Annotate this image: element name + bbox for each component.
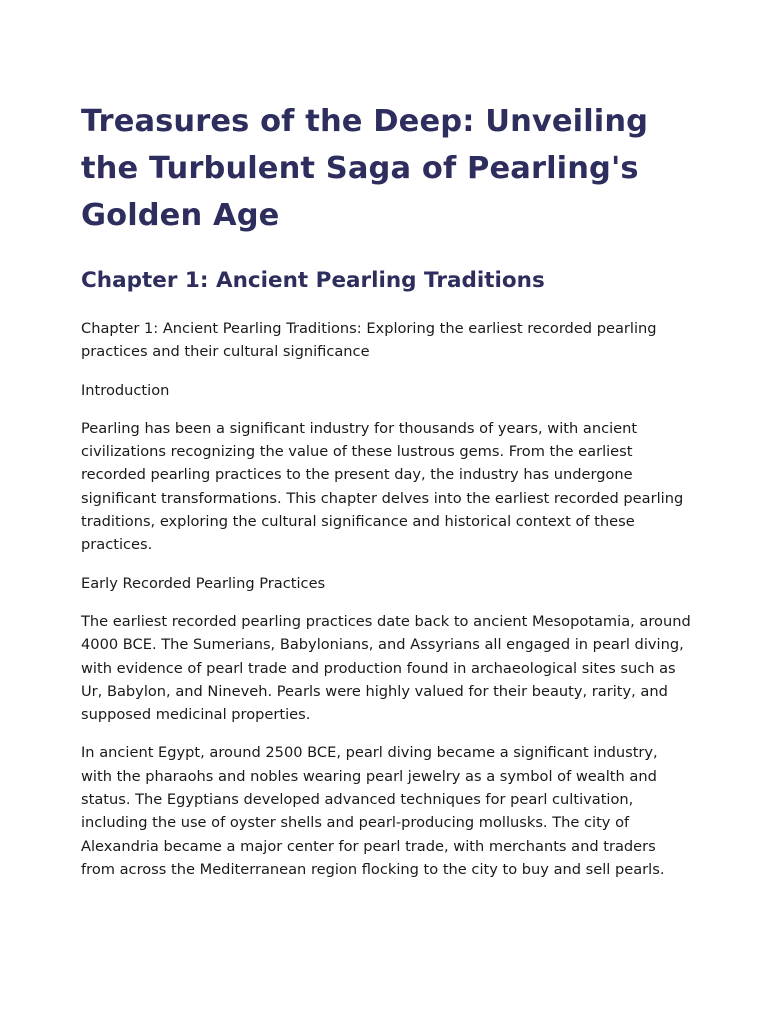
chapter-heading: Chapter 1: Ancient Pearling Traditions: [81, 268, 545, 293]
section-label-early-practices: Early Recorded Pearling Practices: [81, 574, 326, 592]
body-paragraph: In ancient Egypt, around 2500 BCE, pearl diving became a significant industry, with the pharaohs and nobles wearing pearl jewelry as a symbol of wealth and status. The Egyptians developed advanced techniques for pearl cultivation, including the use of oyster shells and pearl-producing mollusks. The city of Alexandria became a major center for pearl trade, with merchants and traders from across the Mediterranean region flocking to the city to buy and sell pearls.: [81, 744, 665, 878]
section-label-introduction: Introduction: [81, 381, 170, 399]
body-paragraph: The earliest recorded pearling practices date back to ancient Mesopotamia, around 4000 BCE. The Sumerians, Babylonians, and Assyrians all engaged in pearl diving, with evidence of pearl trade and production found in archaeological sites such as Ur, Babylon, and Nineveh. Pearls were highly valued for their beauty, rarity, and supposed medicinal properties.: [81, 612, 691, 724]
document-page: [81, 98, 691, 881]
body-paragraph: Pearling has been a significant industry for thousands of years, with ancient civilizations recognizing the value of these lustrous gems. From the earliest recorded pearling practices to the present day, the industry has undergone significant transformations. This chapter delves into the earliest recorded pearling traditions, exploring the cultural significance and historical context of these practices.: [81, 419, 684, 554]
document-title: Treasures of the Deep: Unveiling the Turbulent Saga of Pearling's Golden Age: [81, 104, 649, 233]
chapter-subtitle-paragraph: Chapter 1: Ancient Pearling Traditions: Exploring the earliest recorded pearling practices and their cultural significance: [81, 320, 657, 361]
